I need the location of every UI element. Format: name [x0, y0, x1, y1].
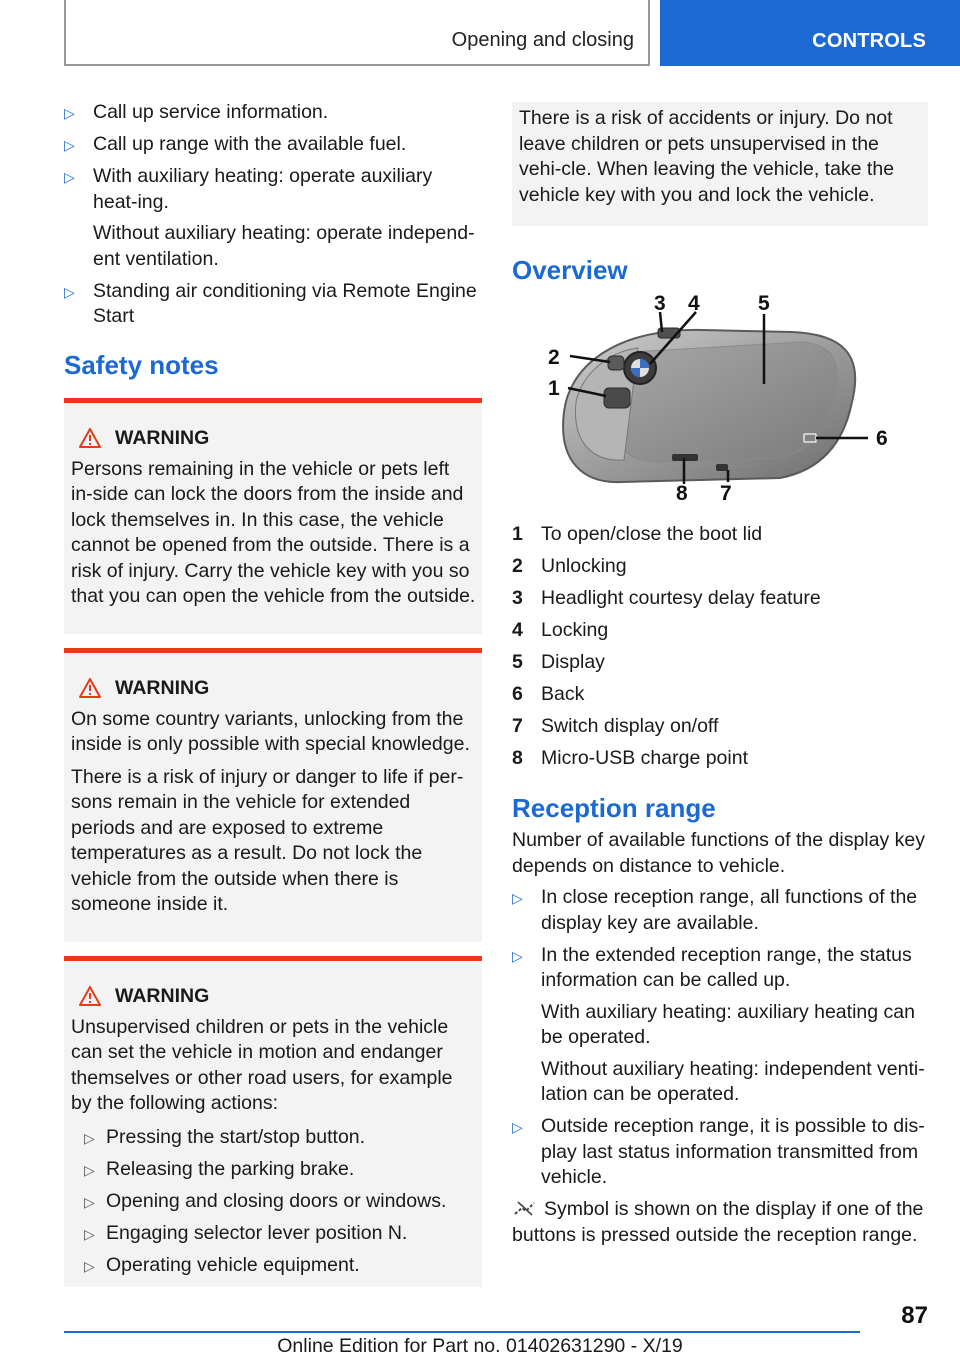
list-item: ▷ In close reception range, all functions of the display key are available.	[512, 886, 918, 934]
bullet-triangle-icon: ▷	[84, 1193, 95, 1210]
remote-functions-list	[64, 100, 482, 330]
list-item: ▷ Releasing the parking brake.	[84, 1157, 476, 1183]
legend-item: 1 To open/close the boot lid	[512, 523, 763, 545]
bullet-triangle-icon: ▷	[64, 137, 75, 153]
power-switch	[716, 464, 728, 471]
no-signal-icon	[512, 1199, 540, 1217]
legend-item: 3 Headlight courtesy delay feature	[512, 587, 821, 609]
warning-triangle-icon	[79, 678, 101, 698]
callout-label: 6	[876, 427, 888, 450]
overview-heading: Overview	[512, 255, 628, 285]
page-number: 87	[901, 1302, 928, 1329]
warning-text: There is a risk of injury or danger to life if per‐sons remain in the vehicle for extended periods and are exposed to extreme temperatures as a result. Do not lock the vehicle from the outside when there is someone inside it.	[71, 765, 464, 915]
reception-range-heading: Reception range	[512, 793, 716, 823]
warning-header: WARNING	[71, 425, 476, 451]
chapter-tab-label: CONTROLS	[812, 30, 926, 52]
chapter-tab[interactable]	[660, 0, 960, 66]
bullet-triangle-icon: ▷	[64, 283, 75, 300]
unlock-button	[608, 356, 624, 370]
warning-text: Unsupervised children or pets in the vehicle can set the vehicle in motion and endanger themselves or other road users, for example by the following actions:	[71, 1015, 453, 1114]
list-item: ▷ Standing air conditioning via Remote Engine Start	[64, 279, 477, 327]
bullet-triangle-icon: ▷	[84, 1225, 95, 1242]
legend-item: 2 Unlocking	[512, 555, 627, 577]
footer-edition: Online Edition for Part no. 01402631290 - X/19	[277, 1335, 683, 1357]
warning-text: On some country variants, unlocking from the inside is only possible with special knowledge.	[71, 707, 470, 755]
bullet-triangle-icon: ▷	[64, 105, 75, 121]
legend-item: 5 Display	[512, 651, 605, 673]
list-item: ▷ Call up service information.	[64, 100, 482, 126]
list-item: ▷ With auxiliary heating: operate auxiliary heat‐ing. Without auxiliary heating: operate independ‐ent ventilation.	[64, 165, 475, 270]
callout-label: 1	[548, 377, 560, 400]
bullet-triangle-icon: ▷	[64, 169, 75, 185]
running-header	[64, 0, 650, 66]
reception-list	[512, 885, 928, 1191]
list-item: ▷ Opening and closing doors or windows.	[84, 1189, 476, 1215]
boot-lid-button	[604, 388, 630, 408]
warning-continued-box	[512, 102, 928, 226]
callout-label: 7	[720, 482, 732, 505]
list-item: ▷ Pressing the start/stop button.	[84, 1125, 476, 1151]
warning-text: There is a risk of accidents or injury. Do not leave children or pets unsupervised in the vehi‐cle. When leaving the vehicle, take the vehicle key with you and lock the vehicle.	[519, 107, 895, 206]
warning-box	[64, 956, 482, 1287]
warning-box	[64, 398, 482, 634]
footer-rule	[64, 1331, 860, 1333]
right-column	[512, 100, 928, 1248]
bullet-triangle-icon: ▷	[84, 1257, 95, 1274]
callout-label: 3	[654, 292, 666, 315]
bullet-triangle-icon: ▷	[84, 1129, 95, 1146]
callout-label: 4	[688, 292, 700, 315]
legend-item: 6 Back	[512, 683, 585, 705]
list-item: ▷ Call up range with the available fuel.	[64, 132, 482, 158]
warning-triangle-icon	[79, 986, 101, 1006]
legend-item: 4 Locking	[512, 619, 609, 641]
warning-header: WARNING	[71, 983, 476, 1009]
warning-text: Persons remaining in the vehicle or pets left in‐side can lock the doors from the inside and lock themselves in. In this case, the vehicle cannot be opened from the outside. There is a risk of injury. Carry the vehicle key with you so that you can open the vehicle from the outside.	[71, 457, 476, 607]
display-key-figure	[512, 292, 928, 522]
list-item: ▷ Engaging selector lever position N.	[84, 1221, 476, 1247]
list-item: ▷ Operating vehicle equipment.	[84, 1253, 476, 1279]
warning-actions-list	[84, 1125, 476, 1279]
warning-box	[64, 648, 482, 942]
list-item: ▷ Outside reception range, it is possible to dis‐play last status information transmitted from vehicle.	[512, 1115, 925, 1188]
reception-intro: Number of available functions of the display key depends on distance to vehicle.	[512, 829, 925, 877]
warning-triangle-icon	[79, 428, 101, 448]
bullet-triangle-icon: ▷	[512, 890, 523, 906]
bullet-triangle-icon: ▷	[84, 1161, 95, 1178]
callout-label: 5	[758, 292, 770, 315]
list-item: ▷ In the extended reception range, the status information can be called up. With auxiliary heating: auxiliary heating can be operated. Without auxiliary heating: independent venti‐lation can be operated.	[512, 943, 925, 1105]
callout-label: 2	[548, 346, 560, 369]
bullet-triangle-icon: ▷	[512, 947, 523, 964]
warning-header: WARNING	[71, 675, 476, 701]
legend-item: 8 Micro-USB charge point	[512, 747, 748, 769]
header-section-title: Opening and closing	[451, 29, 634, 51]
callout-label: 8	[676, 482, 688, 505]
bullet-triangle-icon: ▷	[512, 1119, 523, 1135]
left-column	[64, 100, 482, 1287]
display-key-illustration	[512, 292, 928, 522]
legend-item: 7 Switch display on/off	[512, 715, 719, 737]
symbol-note: Symbol is shown on the display if one of the buttons is pressed outside the reception range.	[512, 1198, 924, 1246]
safety-notes-heading: Safety notes	[64, 349, 219, 380]
overview-legend	[512, 518, 928, 774]
